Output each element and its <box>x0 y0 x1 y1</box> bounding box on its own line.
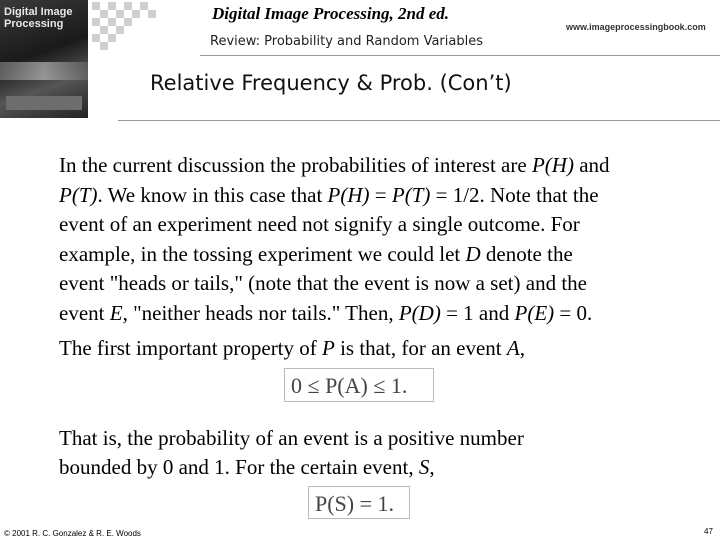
book-title: Digital Image Processing, 2nd ed. <box>212 4 450 23</box>
paragraph-1-line-2 <box>59 181 699 211</box>
text-run: = <box>369 182 392 207</box>
text-run: = 0. <box>554 300 593 325</box>
book-cover-authors-band <box>6 96 82 110</box>
math-italic: P <box>322 336 335 360</box>
paragraph-1-line-4 <box>59 240 699 270</box>
math-italic: P(T) <box>59 182 98 207</box>
book-cover-band <box>0 62 88 80</box>
text-run: and <box>573 153 610 177</box>
paragraph-1-line-5: event "heads or tails," (note that the event is now a set) and the <box>59 271 587 295</box>
text-run: bounded by 0 and 1. For the certain event, <box>59 454 419 479</box>
text-run: , "neither heads nor tails." Then, <box>122 300 399 325</box>
page-number: 47 <box>704 527 713 536</box>
paragraph-1-line-6 <box>59 299 699 329</box>
text-run: = 1 and <box>440 300 515 325</box>
equation-certain-event: P(S) = 1. <box>308 486 410 519</box>
text-run: . We know in this case that <box>97 182 328 207</box>
math-italic: S <box>418 454 430 479</box>
title-divider <box>118 120 720 121</box>
text-run: = 1/2. Note that the <box>430 182 599 207</box>
text-run: example, in the tossing experiment we could let <box>59 241 466 266</box>
text-run: is that, for an event <box>334 336 507 360</box>
paragraph-3 <box>59 424 524 481</box>
checker-pattern-decoration <box>92 2 162 62</box>
text-run: In the current discussion the probabilities of interest are <box>59 153 532 177</box>
math-italic: D <box>465 241 481 266</box>
math-italic: P(H) <box>531 153 574 177</box>
text-run: event <box>59 300 110 325</box>
text-run: The first important property of <box>59 336 323 360</box>
paragraph-2 <box>59 336 525 361</box>
math-italic: A <box>506 336 520 360</box>
review-subtitle: Review: Probability and Random Variables <box>210 34 483 49</box>
math-italic: P(T) <box>391 182 431 207</box>
math-italic: E <box>109 300 123 325</box>
math-italic: P(E) <box>514 300 555 325</box>
slide-title: Relative Frequency & Prob. (Con’t) <box>150 71 512 95</box>
book-url[interactable]: www.imageprocessingbook.com <box>566 22 706 32</box>
header-divider <box>200 55 720 56</box>
paragraph-1 <box>59 151 699 328</box>
paragraph-3-line-1: That is, the probability of an event is a positive number <box>59 426 524 450</box>
paragraph-1-line-3: event of an experiment need not signify a single outcome. For <box>59 212 580 236</box>
math-italic: P(H) <box>327 182 370 207</box>
text-run: , <box>429 454 435 479</box>
text-run: , <box>519 336 525 360</box>
book-cover-title: Digital Image Processing <box>4 6 73 30</box>
paragraph-3-line-2 <box>59 453 524 482</box>
text-run: denote the <box>480 241 573 266</box>
book-cover-image <box>0 0 88 118</box>
math-italic: P(D) <box>398 300 441 325</box>
equation-probability-bounds: 0 ≤ P(A) ≤ 1. <box>284 368 434 402</box>
paragraph-1-line-1 <box>59 151 699 181</box>
copyright-notice: © 2001 R. C. Gonzalez & R. E. Woods <box>4 529 141 538</box>
